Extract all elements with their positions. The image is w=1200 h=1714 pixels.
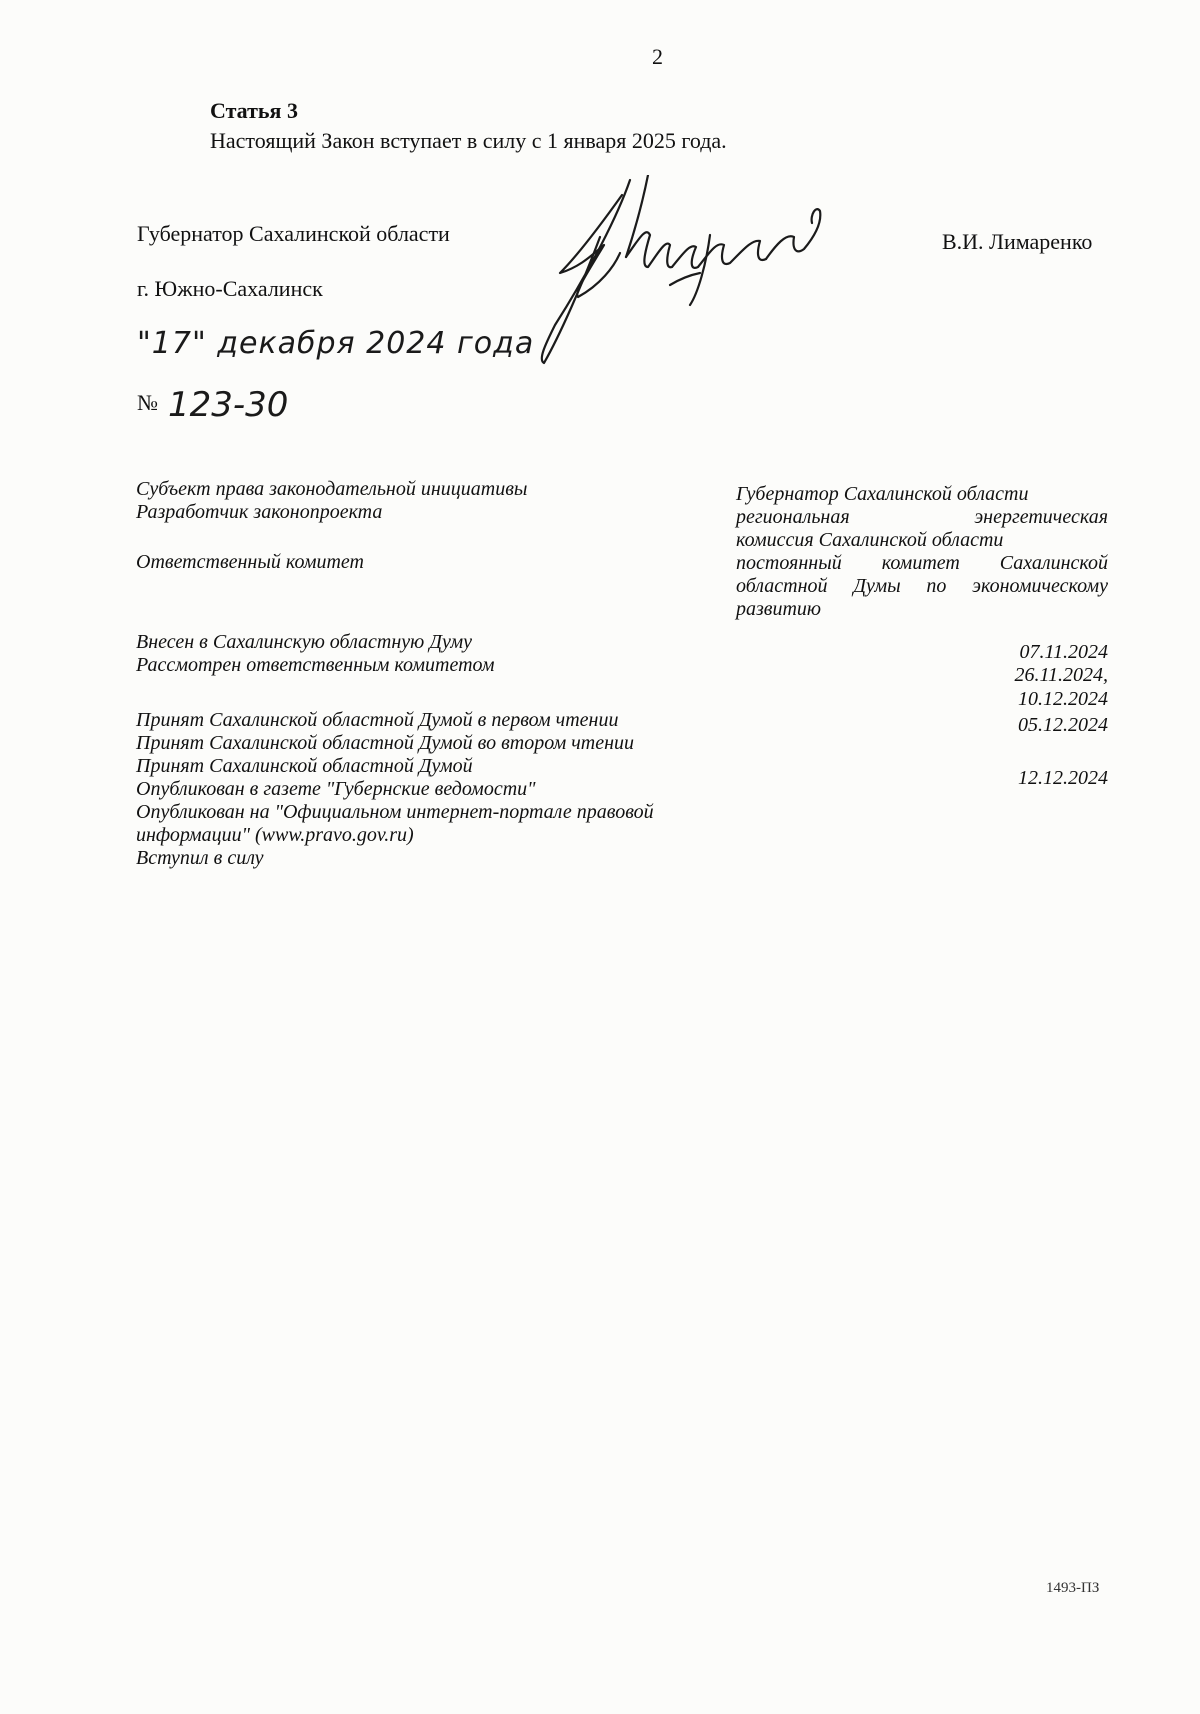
date-reviewed: 26.11.2024, bbox=[1014, 664, 1108, 686]
value-developer-cont: комиссия Сахалинской области bbox=[736, 529, 1004, 551]
label-in-force: Вступил в силу bbox=[136, 847, 264, 869]
value-developer: региональная энергетическая bbox=[736, 506, 1108, 528]
label-published-portal-cont: информации" (www.pravo.gov.ru) bbox=[136, 824, 414, 846]
label-first-reading: Принят Сахалинской областной Думой в первом чтении bbox=[136, 709, 619, 731]
info-labels-group-1 bbox=[136, 478, 736, 524]
label-adopted: Принят Сахалинской областной Думой bbox=[136, 755, 473, 777]
page-number: 2 bbox=[652, 44, 663, 69]
value-committee-cont: областной Думы по экономическому bbox=[736, 575, 1108, 597]
label-developer: Разработчик законопроекта bbox=[136, 501, 383, 523]
label-reviewed: Рассмотрен ответственным комитетом bbox=[136, 654, 495, 676]
value-committee-end: развитию bbox=[736, 598, 822, 620]
handwritten-number: 123-30 bbox=[168, 385, 289, 425]
value-subject: Губернатор Сахалинской области bbox=[736, 483, 1029, 505]
handwritten-signature bbox=[530, 175, 860, 370]
info-labels-group-4 bbox=[136, 709, 736, 870]
label-committee: Ответственный комитет bbox=[136, 551, 364, 573]
info-labels-group-2 bbox=[136, 551, 736, 574]
info-values bbox=[736, 483, 1108, 621]
date-adopted: 12.12.2024 bbox=[1018, 767, 1108, 789]
label-published-portal: Опубликован на "Официальном интернет-портале правовой bbox=[136, 801, 654, 823]
date-submitted: 07.11.2024 bbox=[1019, 641, 1108, 663]
date-first-reading: 05.12.2024 bbox=[1018, 714, 1108, 736]
article-text: Настоящий Закон вступает в силу с 1 января 2025 года. bbox=[210, 128, 727, 153]
signatory-position: Губернатор Сахалинской области bbox=[137, 221, 450, 246]
value-committee: постоянный комитет Сахалинской bbox=[736, 552, 1108, 574]
date-reviewed-2: 10.12.2024 bbox=[1018, 688, 1108, 710]
label-submitted: Внесен в Сахалинскую областную Думу bbox=[136, 631, 473, 653]
label-published-newspaper: Опубликован в газете "Губернские ведомости" bbox=[136, 778, 536, 800]
law-number bbox=[137, 385, 288, 425]
city: г. Южно-Сахалинск bbox=[137, 276, 323, 301]
article-title: Статья 3 bbox=[210, 98, 298, 123]
label-second-reading: Принят Сахалинской областной Думой во втором чтении bbox=[136, 732, 635, 754]
signatory-name: В.И. Лимаренко bbox=[942, 229, 1093, 254]
number-sign: № bbox=[137, 390, 158, 415]
label-subject: Субъект права законодательной инициативы bbox=[136, 478, 528, 500]
footer-code: 1493-ПЗ bbox=[1046, 1580, 1100, 1596]
info-labels-group-3 bbox=[136, 631, 736, 677]
handwritten-date: "17" декабря 2024 года bbox=[137, 326, 535, 361]
